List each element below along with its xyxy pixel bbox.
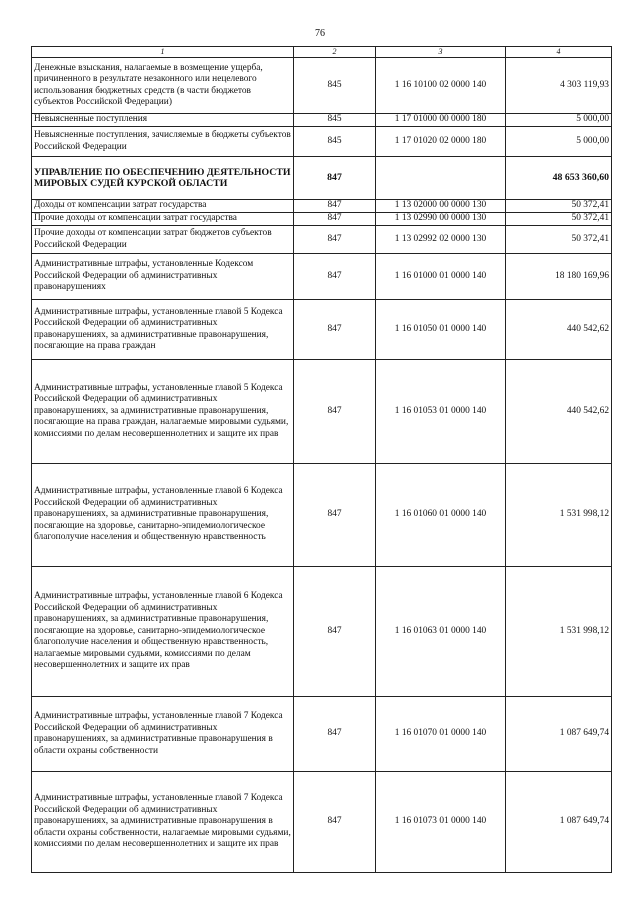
row-kbk: 1 17 01020 02 0000 180 — [376, 127, 506, 157]
table-row — [32, 114, 612, 127]
table-row — [32, 360, 612, 464]
row-admin-code: 845 — [294, 127, 376, 157]
row-admin-code: 847 — [294, 254, 376, 300]
row-sum: 1 087 649,74 — [506, 772, 612, 873]
table-row — [32, 254, 612, 300]
table-row — [32, 464, 612, 567]
row-name: Административные штрафы, установленные главой 5 Кодекса Российской Федерации об административных правонарушениях, за административные правонарушения, посягающие на права граждан — [32, 300, 294, 360]
header-col-3: 3 — [376, 47, 506, 58]
row-kbk: 1 13 02990 00 0000 130 — [376, 213, 506, 226]
row-admin-code: 847 — [294, 213, 376, 226]
section-title: УПРАВЛЕНИЕ ПО ОБЕСПЕЧЕНИЮ ДЕЯТЕЛЬНОСТИ МИРОВЫХ СУДЕЙ КУРСКОЙ ОБЛАСТИ — [32, 157, 294, 200]
row-admin-code: 847 — [294, 157, 376, 200]
row-sum: 440 542,62 — [506, 360, 612, 464]
row-admin-code: 847 — [294, 772, 376, 873]
table-row — [32, 772, 612, 873]
page-number: 76 — [315, 28, 325, 39]
row-kbk — [376, 157, 506, 200]
row-name: Доходы от компенсации затрат государства — [32, 200, 294, 213]
row-kbk: 1 13 02992 02 0000 130 — [376, 226, 506, 254]
row-sum: 50 372,41 — [506, 213, 612, 226]
row-sum: 5 000,00 — [506, 127, 612, 157]
row-sum: 1 087 649,74 — [506, 697, 612, 772]
row-name: Административные штрафы, установленные главой 6 Кодекса Российской Федерации об административных правонарушениях, за административные правонарушения, посягающие на здоровье, санитарно-эпидемиологическое благополучие населения и общественную нравственность — [32, 464, 294, 567]
row-name: Административные штрафы, установленные главой 5 Кодекса Российской Федерации об административных правонарушениях, за административные правонарушения, посягающие на права граждан, налагаемые мировыми судьями, комиссиями по делам несовершеннолетних и защите их прав — [32, 360, 294, 464]
row-sum: 50 372,41 — [506, 226, 612, 254]
table-row — [32, 213, 612, 226]
header-col-1: 1 — [32, 47, 294, 58]
row-admin-code: 847 — [294, 360, 376, 464]
row-name: Административные штрафы, установленные Кодексом Российской Федерации об административных правонарушениях — [32, 254, 294, 300]
row-name: Денежные взыскания, налагаемые в возмещение ущерба, причиненного в результате незаконного или нецелевого использования бюджетных средств (в части бюджетов субъектов Российской Федерации) — [32, 58, 294, 114]
row-name: Невыясненные поступления, зачисляемые в бюджеты субъектов Российской Федерации — [32, 127, 294, 157]
table-row — [32, 58, 612, 114]
table-row — [32, 567, 612, 697]
row-admin-code: 847 — [294, 226, 376, 254]
row-kbk: 1 16 01050 01 0000 140 — [376, 300, 506, 360]
section-row — [32, 157, 612, 200]
row-sum: 4 303 119,93 — [506, 58, 612, 114]
table-row — [32, 226, 612, 254]
table-row — [32, 697, 612, 772]
row-kbk: 1 16 01063 01 0000 140 — [376, 567, 506, 697]
section-total: 48 653 360,60 — [506, 157, 612, 200]
row-name: Невыясненные поступления — [32, 114, 294, 127]
header-col-2: 2 — [294, 47, 376, 58]
row-kbk: 1 16 01053 01 0000 140 — [376, 360, 506, 464]
row-sum: 440 542,62 — [506, 300, 612, 360]
row-admin-code: 847 — [294, 300, 376, 360]
row-kbk: 1 17 01000 00 0000 180 — [376, 114, 506, 127]
row-sum: 1 531 998,12 — [506, 464, 612, 567]
row-sum: 50 372,41 — [506, 200, 612, 213]
table-row — [32, 300, 612, 360]
row-admin-code: 847 — [294, 567, 376, 697]
row-kbk: 1 13 02000 00 0000 130 — [376, 200, 506, 213]
row-kbk: 1 16 01070 01 0000 140 — [376, 697, 506, 772]
row-kbk: 1 16 01073 01 0000 140 — [376, 772, 506, 873]
row-name: Административные штрафы, установленные главой 7 Кодекса Российской Федерации об административных правонарушениях, за административные правонарушения в области охраны собственности — [32, 697, 294, 772]
row-kbk: 1 16 01000 01 0000 140 — [376, 254, 506, 300]
row-name: Прочие доходы от компенсации затрат бюджетов субъектов Российской Федерации — [32, 226, 294, 254]
revenue-table — [31, 46, 612, 873]
row-admin-code: 845 — [294, 114, 376, 127]
row-sum: 18 180 169,96 — [506, 254, 612, 300]
row-kbk: 1 16 10100 02 0000 140 — [376, 58, 506, 114]
table-row — [32, 200, 612, 213]
row-sum: 1 531 998,12 — [506, 567, 612, 697]
header-col-4: 4 — [506, 47, 612, 58]
row-kbk: 1 16 01060 01 0000 140 — [376, 464, 506, 567]
row-sum: 5 000,00 — [506, 114, 612, 127]
row-name: Административные штрафы, установленные главой 7 Кодекса Российской Федерации об административных правонарушениях, за административные правонарушения в области охраны собственности, налагаемые мировыми судьями, комиссиями по делам несовершеннолетних и защите их прав — [32, 772, 294, 873]
row-admin-code: 845 — [294, 58, 376, 114]
row-name: Прочие доходы от компенсации затрат государства — [32, 213, 294, 226]
row-name: Административные штрафы, установленные главой 6 Кодекса Российской Федерации об административных правонарушениях, за административные правонарушения, посягающие на здоровье, санитарно-эпидемиологическое благополучие населения и общественную нравственность, налагаемые мировыми судьями, комиссиями по делам несовершеннолетних и защите их прав — [32, 567, 294, 697]
table-header-row — [32, 47, 612, 58]
row-admin-code: 847 — [294, 697, 376, 772]
row-admin-code: 847 — [294, 464, 376, 567]
row-admin-code: 847 — [294, 200, 376, 213]
table-row — [32, 127, 612, 157]
